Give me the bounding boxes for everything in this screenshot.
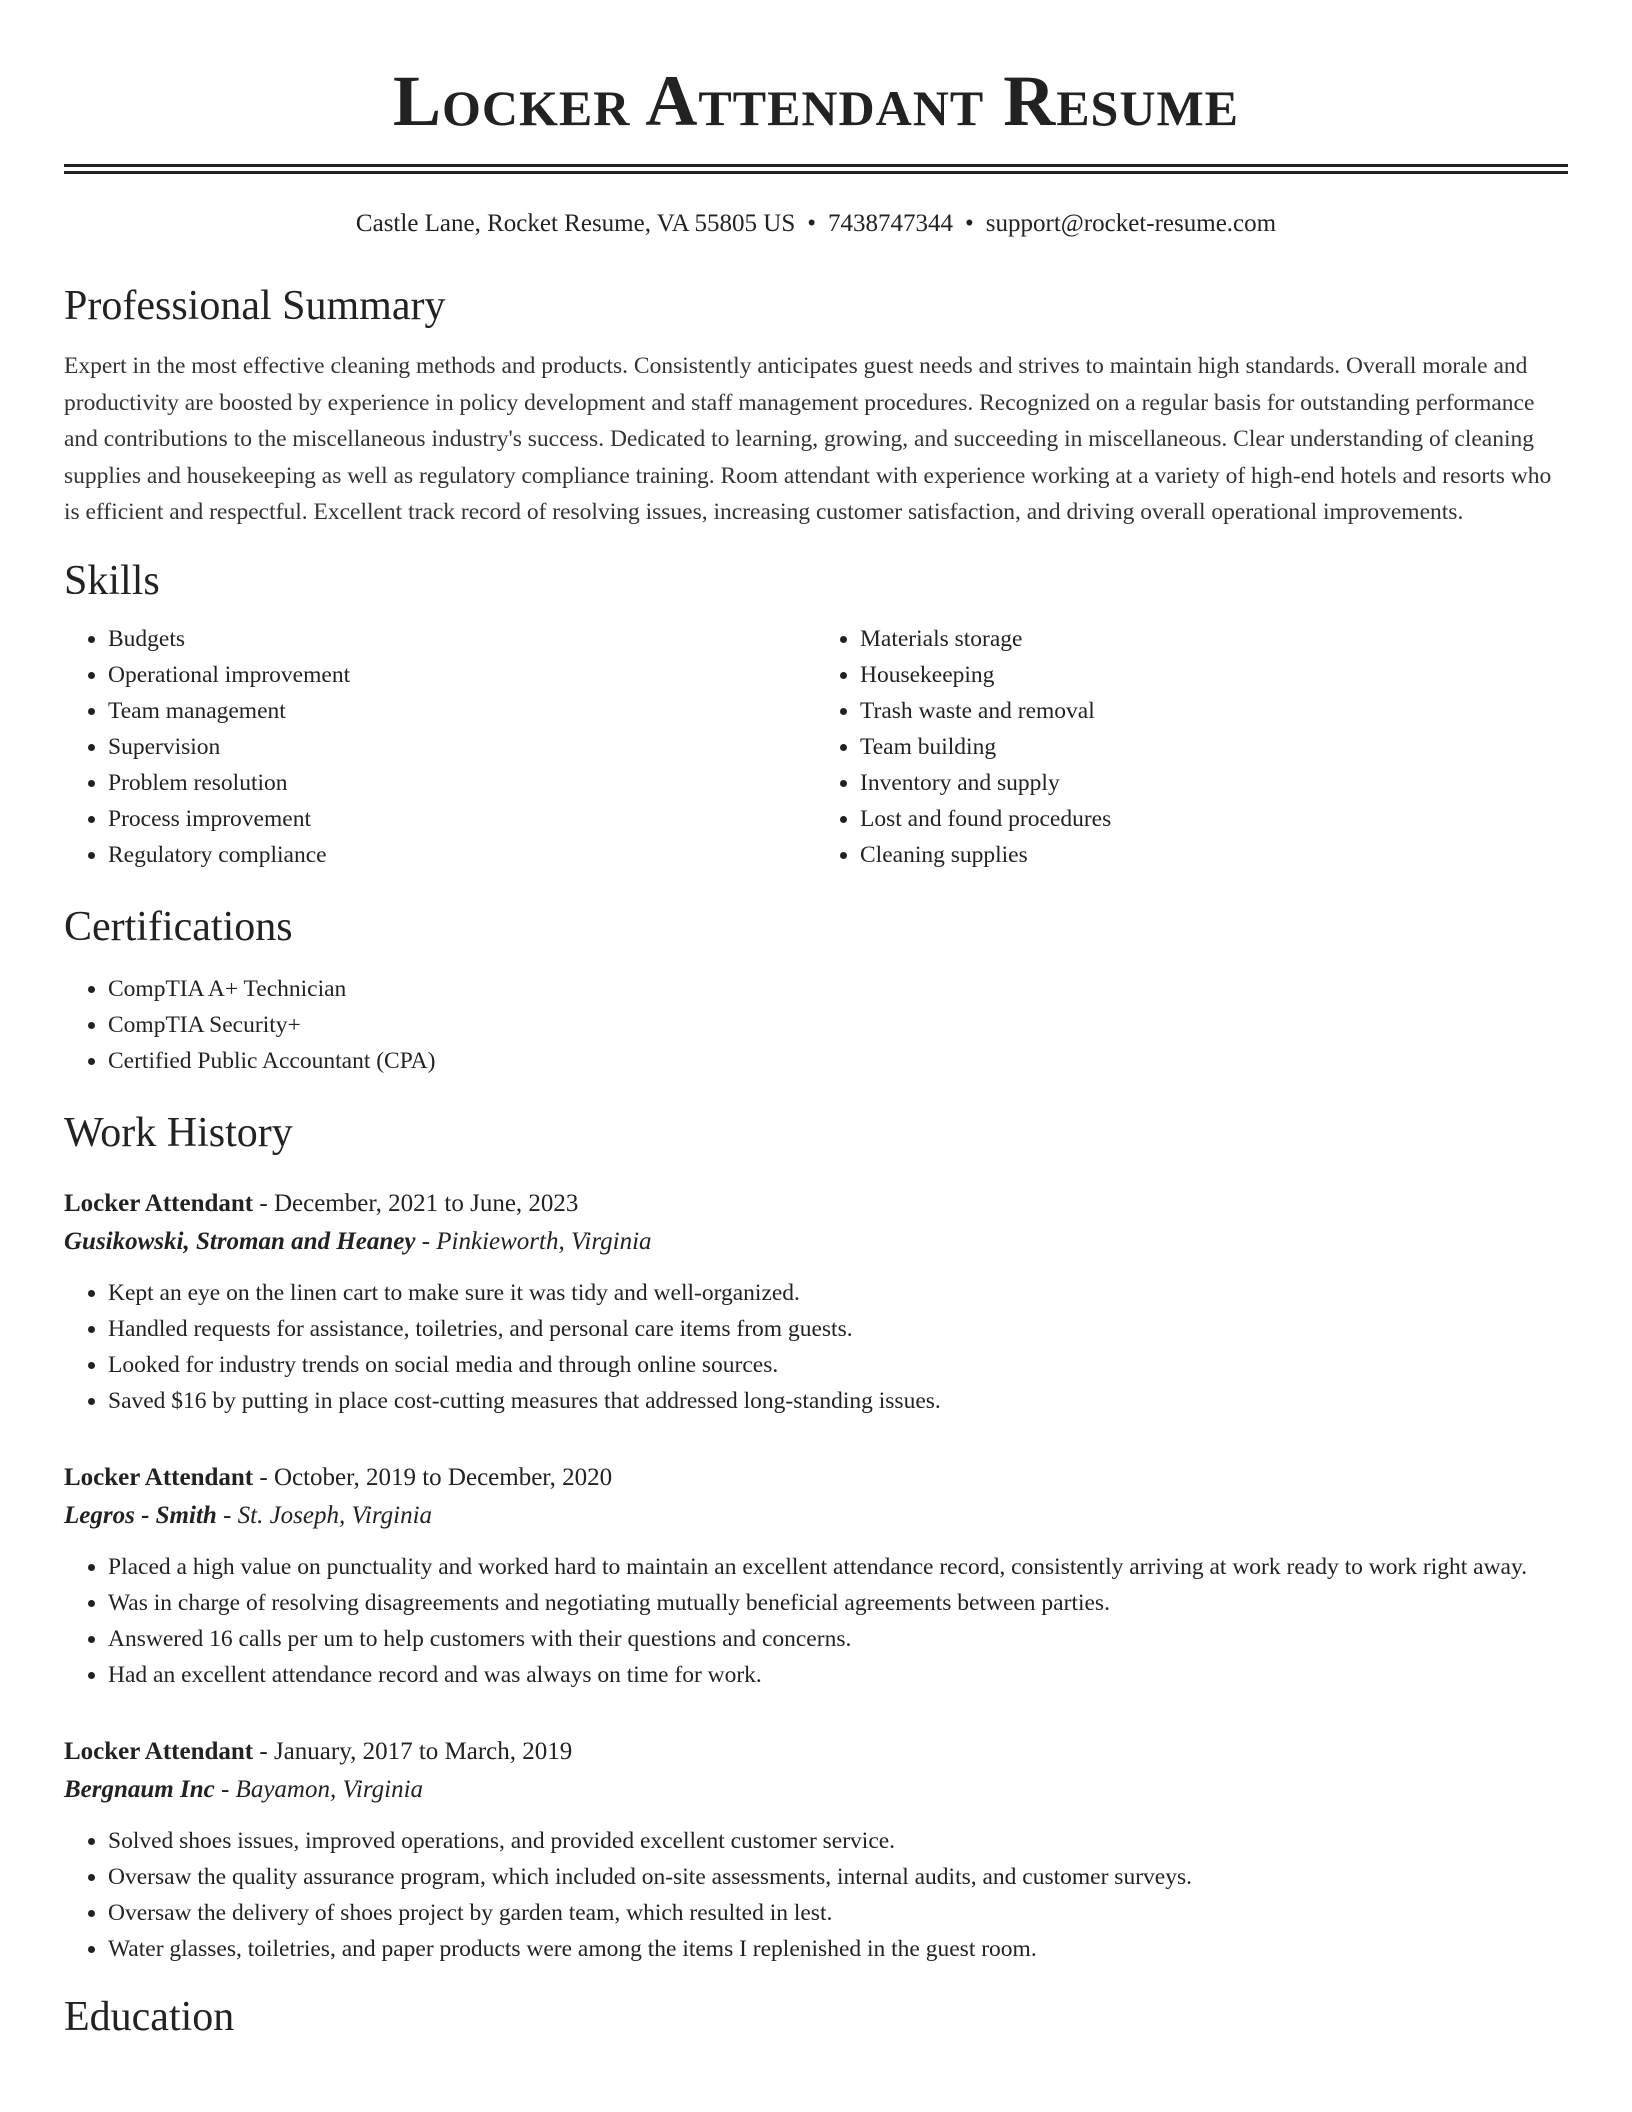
job-title-line — [64, 1185, 1568, 1223]
skill-item: • Problem resolution — [108, 765, 816, 801]
contact-separator: • — [807, 210, 817, 237]
skill-item: • Trash waste and removal — [860, 693, 1568, 729]
skill-item: • Regulatory compliance — [108, 837, 816, 873]
job-company: Legros - Smith — [64, 1501, 217, 1529]
summary-text: Expert in the most effective cleaning methods and products. Consistently anticipates guest needs and strives to maintain high standards. Overall morale and productivity are boosted by experience in policy development and staff management procedures. Recognized on a regular basis for outstanding performance and contributions to the miscellaneous industry's success. Dedicated to learning, growing, and succeeding in miscellaneous. Clear understanding of cleaning supplies and housekeeping as well as regulatory compliance training. Room attendant with experience working at a variety of high-end hotels and resorts who is efficient and respectful. Excellent track record of resolving issues, increasing customer satisfaction, and driving overall operational improvements. — [64, 353, 1552, 525]
skill-item: • Supervision — [108, 729, 816, 765]
contact-address: Castle Lane, Rocket Resume, VA 55805 US — [355, 210, 796, 237]
job-role: Locker Attendant — [64, 1463, 254, 1491]
skill-item: • Operational improvement — [108, 657, 816, 693]
section-heading-education: Education — [64, 1993, 235, 2040]
skill-item: • Cleaning supplies — [860, 837, 1568, 873]
job-duty-item: • Oversaw the delivery of shoes project by garden team, which resulted in lest. — [108, 1895, 1568, 1931]
job-company-line — [64, 1497, 1568, 1535]
skill-item: • Inventory and supply — [860, 765, 1568, 801]
job-location: - St. Joseph, Virginia — [216, 1501, 433, 1529]
job-entry — [64, 1185, 1568, 1419]
certification-item: • Certified Public Accountant (CPA) — [108, 1043, 1568, 1079]
contact-line — [64, 208, 1568, 240]
job-company-line — [64, 1771, 1568, 1809]
skill-item: • Budgets — [108, 621, 816, 657]
skill-item: • Housekeeping — [860, 657, 1568, 693]
skill-item: • Team building — [860, 729, 1568, 765]
certification-item: • CompTIA A+ Technician — [108, 971, 1568, 1007]
skill-item: • Lost and found procedures — [860, 801, 1568, 837]
section-heading-certifications: Certifications — [64, 903, 293, 950]
job-entry — [64, 1733, 1568, 1967]
job-duty-item: • Placed a high value on punctuality and worked hard to maintain an excellent attendance record, consistently arriving at work ready to work right away. — [108, 1549, 1568, 1585]
job-dates: - October, 2019 to December, 2020 — [253, 1463, 613, 1491]
job-location: - Bayamon, Virginia — [214, 1775, 424, 1803]
job-company-line — [64, 1223, 1568, 1261]
skill-item: • Materials storage — [860, 621, 1568, 657]
job-duty-item: • Was in charge of resolving disagreements and negotiating mutually beneficial agreements between parties. — [108, 1585, 1568, 1621]
job-company: Gusikowski, Stroman and Heaney — [64, 1227, 416, 1255]
job-duty-item: • Oversaw the quality assurance program, which included on-site assessments, internal audits, and customer surveys. — [108, 1859, 1568, 1895]
job-company: Bergnaum Inc — [64, 1775, 215, 1803]
contact-phone: 7438747344 — [828, 210, 954, 237]
job-duty-item: • Looked for industry trends on social media and through online sources. — [108, 1347, 1568, 1383]
section-heading-summary: Professional Summary — [64, 283, 446, 329]
job-duty-item: • Answered 16 calls per um to help customers with their questions and concerns. — [108, 1621, 1568, 1657]
title-divider — [64, 164, 1568, 174]
section-heading-skills: Skills — [64, 557, 160, 604]
job-duty-item: • Kept an eye on the linen cart to make sure it was tidy and well-organized. — [108, 1275, 1568, 1311]
skill-item: • Process improvement — [108, 801, 816, 837]
section-heading-work-history: Work History — [64, 1109, 293, 1156]
contact-separator: • — [965, 210, 974, 237]
job-role: Locker Attendant — [64, 1737, 254, 1765]
job-duty-item: • Handled requests for assistance, toiletries, and personal care items from guests. — [108, 1311, 1568, 1347]
job-role: Locker Attendant — [64, 1189, 254, 1217]
certification-item: • CompTIA Security+ — [108, 1007, 1568, 1043]
job-duty-item: • Had an excellent attendance record and was always on time for work. — [108, 1657, 1568, 1693]
certifications-list — [64, 971, 1568, 1079]
job-duties-list — [64, 1275, 1568, 1419]
job-duties-list — [64, 1823, 1568, 1967]
job-title-line — [64, 1733, 1568, 1771]
job-location: - Pinkieworth, Virginia — [415, 1227, 652, 1255]
job-duty-item: • Solved shoes issues, improved operations, and provided excellent customer service. — [108, 1823, 1568, 1859]
job-title-line — [64, 1459, 1568, 1497]
skill-item: • Team management — [108, 693, 816, 729]
job-duties-list — [64, 1549, 1568, 1693]
job-dates: - January, 2017 to March, 2019 — [253, 1737, 573, 1765]
contact-email: support@rocket-resume.com — [985, 210, 1277, 237]
job-duty-item: • Water glasses, toiletries, and paper products were among the items I replenished in the guest room. — [108, 1931, 1568, 1967]
skills-list-left — [64, 621, 816, 873]
skills-columns — [64, 621, 1568, 873]
job-duty-item: • Saved $16 by putting in place cost-cutting measures that addressed long-standing issues. — [108, 1383, 1568, 1419]
job-entry — [64, 1459, 1568, 1693]
skills-list-right — [816, 621, 1568, 873]
resume-title: Locker Attendant Resume — [392, 61, 1240, 141]
job-dates: - December, 2021 to June, 2023 — [253, 1189, 579, 1217]
